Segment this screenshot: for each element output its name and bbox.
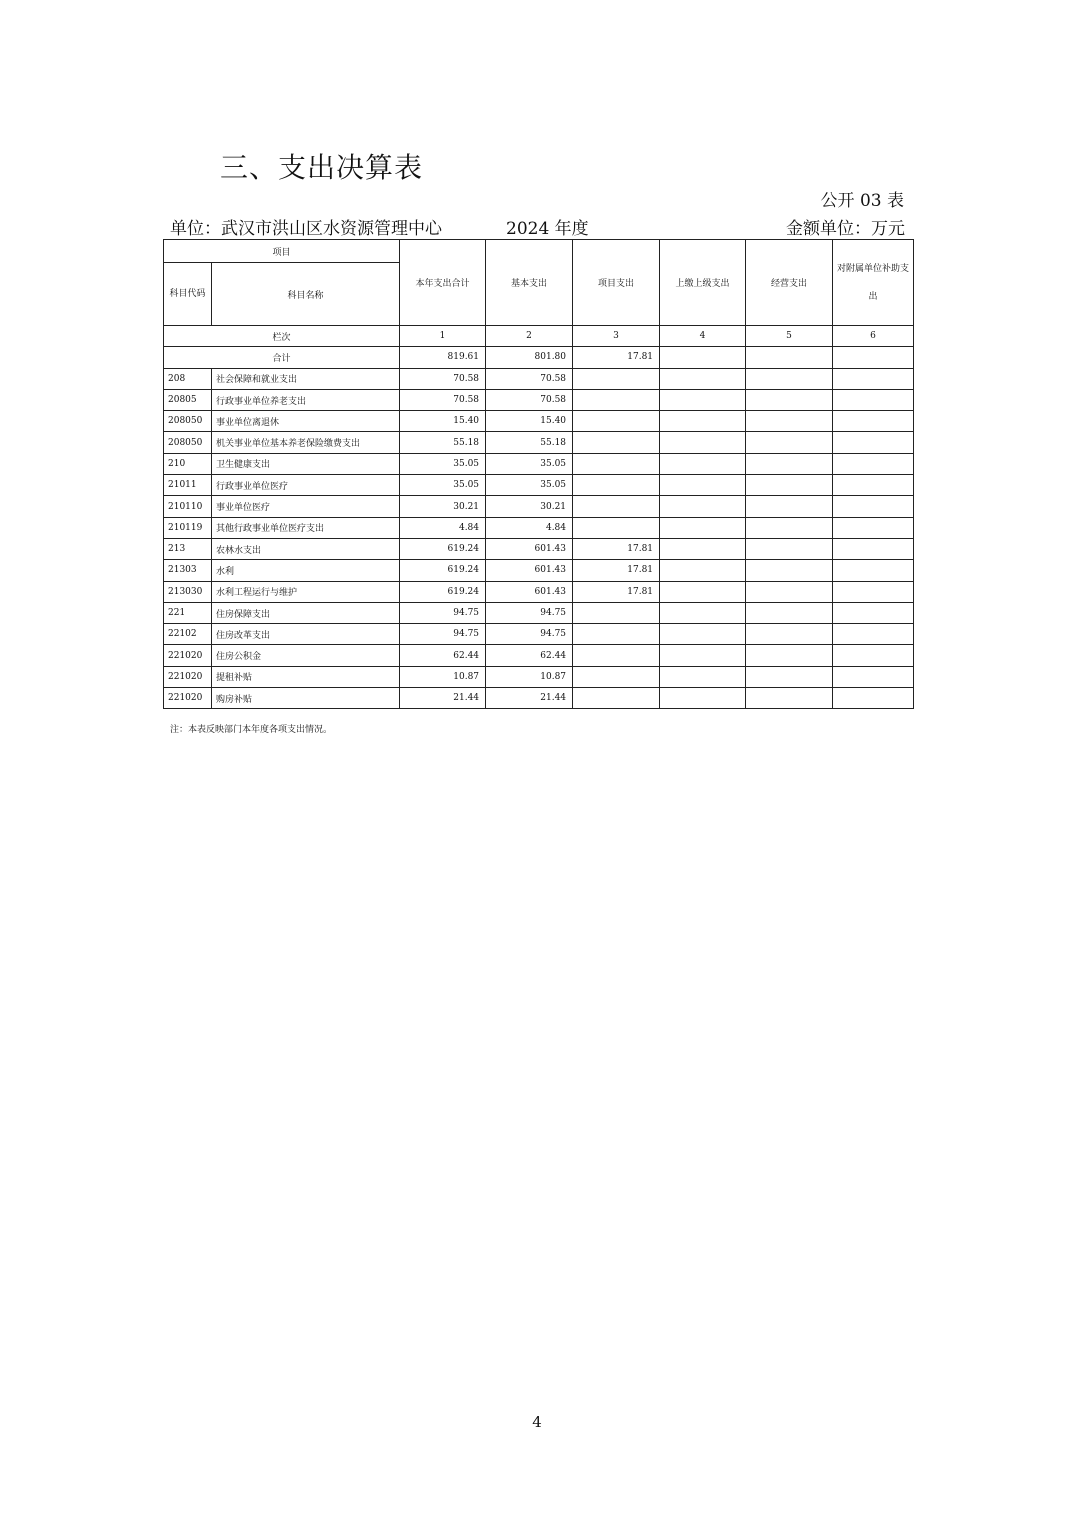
total-project: 17.81 xyxy=(573,347,660,368)
table-row xyxy=(164,453,914,474)
amount-unit-label: 金额单位：万元 xyxy=(786,219,905,239)
form-number: 公开 03 表 xyxy=(820,191,904,211)
row-project xyxy=(573,645,660,666)
row-project: 17.81 xyxy=(573,538,660,559)
row-name: 行政事业单位养老支出 xyxy=(212,389,400,410)
row-subsidy xyxy=(833,666,914,687)
table-row xyxy=(164,645,914,666)
row-basic: 601.43 xyxy=(486,560,573,581)
row-project xyxy=(573,453,660,474)
row-business xyxy=(746,602,833,623)
table-row xyxy=(164,560,914,581)
row-name: 水利 xyxy=(212,560,400,581)
table-row xyxy=(164,389,914,410)
row-upper xyxy=(660,432,746,453)
row-total: 619.24 xyxy=(400,581,486,602)
total-subsidy xyxy=(833,347,914,368)
table-row xyxy=(164,475,914,496)
row-total: 619.24 xyxy=(400,560,486,581)
row-subsidy xyxy=(833,368,914,389)
row-subsidy xyxy=(833,453,914,474)
row-business xyxy=(746,475,833,496)
row-subsidy xyxy=(833,496,914,517)
row-upper xyxy=(660,538,746,559)
row-basic: 55.18 xyxy=(486,432,573,453)
row-project: 17.81 xyxy=(573,581,660,602)
total-row xyxy=(164,347,914,368)
row-business xyxy=(746,389,833,410)
header-business: 经营支出 xyxy=(746,240,833,326)
row-code: 208050 xyxy=(164,411,212,432)
header-code: 科目代码 xyxy=(164,263,212,326)
total-business xyxy=(746,347,833,368)
row-name: 住房改革支出 xyxy=(212,624,400,645)
row-business xyxy=(746,624,833,645)
row-project xyxy=(573,411,660,432)
table-row xyxy=(164,496,914,517)
row-code: 221020 xyxy=(164,645,212,666)
row-total: 70.58 xyxy=(400,389,486,410)
row-code: 221 xyxy=(164,602,212,623)
row-upper xyxy=(660,560,746,581)
row-upper xyxy=(660,666,746,687)
row-subsidy xyxy=(833,602,914,623)
row-name: 社会保障和就业支出 xyxy=(212,368,400,389)
row-total: 21.44 xyxy=(400,688,486,709)
row-code: 213030 xyxy=(164,581,212,602)
page-number: 4 xyxy=(532,1413,542,1431)
row-business xyxy=(746,538,833,559)
row-basic: 70.58 xyxy=(486,389,573,410)
row-business xyxy=(746,432,833,453)
row-total: 10.87 xyxy=(400,666,486,687)
row-business xyxy=(746,368,833,389)
table-row xyxy=(164,411,914,432)
table-note: 注：本表反映部门本年度各项支出情况。 xyxy=(170,725,333,735)
row-code: 221020 xyxy=(164,666,212,687)
row-subsidy xyxy=(833,560,914,581)
header-name: 科目名称 xyxy=(212,263,400,326)
page-title: 三、支出决算表 xyxy=(220,151,424,184)
header-subsidy: 对附属单位补助支出 xyxy=(833,240,914,326)
row-project xyxy=(573,432,660,453)
row-name: 住房保障支出 xyxy=(212,602,400,623)
col-num: 5 xyxy=(746,326,833,347)
table-row xyxy=(164,538,914,559)
row-total: 35.05 xyxy=(400,475,486,496)
row-upper xyxy=(660,496,746,517)
row-upper xyxy=(660,581,746,602)
col-num: 2 xyxy=(486,326,573,347)
row-total: 62.44 xyxy=(400,645,486,666)
row-basic: 601.43 xyxy=(486,538,573,559)
row-business xyxy=(746,517,833,538)
row-subsidy xyxy=(833,624,914,645)
row-business xyxy=(746,496,833,517)
row-upper xyxy=(660,475,746,496)
header-item: 项目 xyxy=(164,240,400,263)
row-upper xyxy=(660,602,746,623)
row-project: 17.81 xyxy=(573,560,660,581)
table-row xyxy=(164,368,914,389)
row-total: 30.21 xyxy=(400,496,486,517)
col-num: 3 xyxy=(573,326,660,347)
row-basic: 35.05 xyxy=(486,453,573,474)
row-business xyxy=(746,666,833,687)
row-upper xyxy=(660,645,746,666)
row-subsidy xyxy=(833,581,914,602)
row-project xyxy=(573,602,660,623)
row-subsidy xyxy=(833,432,914,453)
row-total: 70.58 xyxy=(400,368,486,389)
row-basic: 35.05 xyxy=(486,475,573,496)
expenditure-table xyxy=(163,239,914,709)
row-name: 水利工程运行与维护 xyxy=(212,581,400,602)
row-project xyxy=(573,389,660,410)
row-project xyxy=(573,666,660,687)
row-business xyxy=(746,688,833,709)
table-row xyxy=(164,688,914,709)
row-code: 210119 xyxy=(164,517,212,538)
row-total: 55.18 xyxy=(400,432,486,453)
row-name: 事业单位医疗 xyxy=(212,496,400,517)
row-total: 619.24 xyxy=(400,538,486,559)
row-subsidy xyxy=(833,688,914,709)
header-upper: 上缴上级支出 xyxy=(660,240,746,326)
row-upper xyxy=(660,517,746,538)
table-row xyxy=(164,432,914,453)
row-code: 20805 xyxy=(164,389,212,410)
row-basic: 62.44 xyxy=(486,645,573,666)
table-row xyxy=(164,624,914,645)
row-name: 购房补贴 xyxy=(212,688,400,709)
row-basic: 94.75 xyxy=(486,602,573,623)
row-project xyxy=(573,496,660,517)
header-basic: 基本支出 xyxy=(486,240,573,326)
row-total: 15.40 xyxy=(400,411,486,432)
row-subsidy xyxy=(833,475,914,496)
row-name: 住房公积金 xyxy=(212,645,400,666)
row-name: 提租补贴 xyxy=(212,666,400,687)
row-upper xyxy=(660,624,746,645)
row-subsidy xyxy=(833,411,914,432)
table-row xyxy=(164,666,914,687)
row-business xyxy=(746,581,833,602)
row-code: 208 xyxy=(164,368,212,389)
row-upper xyxy=(660,688,746,709)
row-code: 213 xyxy=(164,538,212,559)
row-basic: 94.75 xyxy=(486,624,573,645)
unit-label: 单位：武汉市洪山区水资源管理中心 xyxy=(170,219,442,239)
row-basic: 4.84 xyxy=(486,517,573,538)
row-code: 21011 xyxy=(164,475,212,496)
row-code: 21303 xyxy=(164,560,212,581)
row-total: 94.75 xyxy=(400,602,486,623)
row-name: 农林水支出 xyxy=(212,538,400,559)
row-business xyxy=(746,645,833,666)
row-subsidy xyxy=(833,389,914,410)
row-basic: 15.40 xyxy=(486,411,573,432)
row-subsidy xyxy=(833,538,914,559)
row-total: 94.75 xyxy=(400,624,486,645)
table-row xyxy=(164,517,914,538)
row-basic: 21.44 xyxy=(486,688,573,709)
row-basic: 70.58 xyxy=(486,368,573,389)
header-total: 本年支出合计 xyxy=(400,240,486,326)
row-basic: 10.87 xyxy=(486,666,573,687)
header-project: 项目支出 xyxy=(573,240,660,326)
row-project xyxy=(573,475,660,496)
row-code: 221020 xyxy=(164,688,212,709)
row-project xyxy=(573,624,660,645)
col-num: 1 xyxy=(400,326,486,347)
row-project xyxy=(573,517,660,538)
total-basic: 801.80 xyxy=(486,347,573,368)
col-num: 4 xyxy=(660,326,746,347)
total-label: 合计 xyxy=(164,347,400,368)
row-project xyxy=(573,368,660,389)
total-upper xyxy=(660,347,746,368)
row-upper xyxy=(660,453,746,474)
row-code: 208050 xyxy=(164,432,212,453)
row-business xyxy=(746,560,833,581)
column-label: 栏次 xyxy=(164,326,400,347)
row-upper xyxy=(660,411,746,432)
row-name: 机关事业单位基本养老保险缴费支出 xyxy=(212,432,400,453)
table-body xyxy=(164,368,914,709)
table-row xyxy=(164,581,914,602)
row-basic: 601.43 xyxy=(486,581,573,602)
row-subsidy xyxy=(833,517,914,538)
total-total: 819.61 xyxy=(400,347,486,368)
report-meta xyxy=(170,214,905,238)
row-name: 其他行政事业单位医疗支出 xyxy=(212,517,400,538)
row-total: 35.05 xyxy=(400,453,486,474)
year-label: 2024 年度 xyxy=(506,219,589,239)
row-code: 22102 xyxy=(164,624,212,645)
row-code: 210110 xyxy=(164,496,212,517)
table-row xyxy=(164,602,914,623)
row-total: 4.84 xyxy=(400,517,486,538)
row-subsidy xyxy=(833,645,914,666)
col-num: 6 xyxy=(833,326,914,347)
row-name: 卫生健康支出 xyxy=(212,453,400,474)
row-name: 事业单位离退休 xyxy=(212,411,400,432)
row-business xyxy=(746,453,833,474)
row-upper xyxy=(660,389,746,410)
row-basic: 30.21 xyxy=(486,496,573,517)
row-upper xyxy=(660,368,746,389)
row-project xyxy=(573,688,660,709)
row-name: 行政事业单位医疗 xyxy=(212,475,400,496)
row-business xyxy=(746,411,833,432)
row-code: 210 xyxy=(164,453,212,474)
